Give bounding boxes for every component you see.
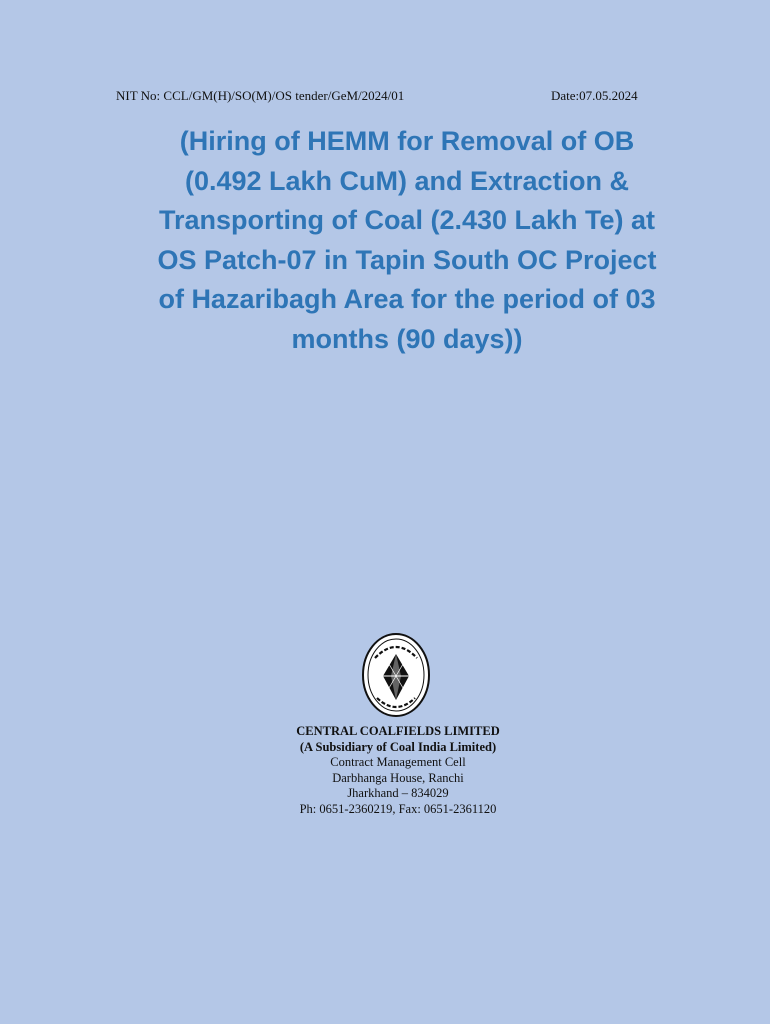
coal-india-logo-icon	[361, 632, 431, 718]
title-line-2: (0.492 Lakh CuM) and Extraction &	[184, 165, 630, 196]
title-line-6: months (90 days))	[291, 323, 523, 354]
tender-title	[110, 122, 704, 359]
title-line-4: OS Patch-07 in Tapin South OC Project	[157, 244, 657, 275]
organization-details	[200, 724, 596, 817]
organization-department: Contract Management Cell	[330, 755, 466, 769]
address-line-1: Darbhanga House, Ranchi	[332, 770, 464, 785]
title-line-5: of Hazaribagh Area for the period of 03	[158, 284, 656, 314]
address-line-2: Jharkhand – 834029	[347, 786, 449, 800]
nit-number: NIT No: CCL/GM(H)/SO(M)/OS tender/GeM/2024/01	[116, 88, 405, 103]
nit-date: Date:07.05.2024	[551, 88, 638, 103]
title-line-3: Transporting of Coal (2.430 Lakh Te) at	[158, 205, 656, 235]
organization-subsidiary: (A Subsidiary of Coal India Limited)	[299, 739, 497, 754]
contact-details: Ph: 0651-2360219, Fax: 0651-2361120	[299, 801, 497, 816]
organization-name: CENTRAL COALFIELDS LIMITED	[296, 724, 500, 738]
title-line-1: (Hiring of HEMM for Removal of OB	[179, 126, 635, 156]
